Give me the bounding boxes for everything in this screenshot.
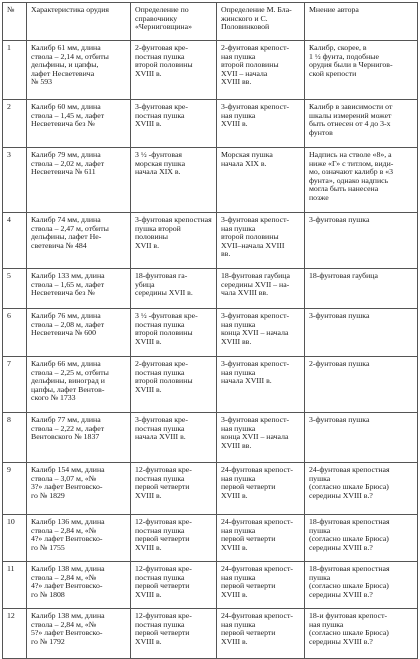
cell-author-opinion: 24-фунтовая крепостная пушка (согласно шкале Брюса) середины XVIII в.? (305, 463, 418, 515)
cell-author-opinion: 2-фунтовая пушка (305, 357, 418, 413)
cell-blazhinsky-polovinkova: 2-фунтовая крепост- ная пушка второй половины XVII – начала XVIII вв. (217, 41, 305, 100)
cell-blazhinsky-polovinkova: Морская пушка начала XIX в. (217, 148, 305, 213)
cell-characteristics: Калибр 136 мм, длина ствола – 2,84 м, «№ 4?» лафет Вентовско- го № 1755 (27, 515, 131, 562)
table-row (3, 609, 418, 659)
header-author-opinion: Мнение автора (305, 3, 418, 41)
cell-chernigovshchina: 12-фунтовая кре- постная пушка первой четверти XVIII в. (131, 609, 217, 659)
table-row (3, 269, 418, 309)
cell-characteristics: Калибр 138 мм, длина ствола – 2,84 м, «№ 5?» лафет Вентовско- го № 1792 (27, 609, 131, 659)
cell-blazhinsky-polovinkova: 24-фунтовая крепост- ная пушка первой четверти XVIII в. (217, 562, 305, 609)
cell-author-opinion: 18-фунтовая крепостная пушка (согласно шкале Брюса) середины XVIII в.? (305, 562, 418, 609)
table-row (3, 148, 418, 213)
table-row (3, 100, 418, 148)
cell-blazhinsky-polovinkova: 3-фунтовая крепост- ная пушка XVIII в. (217, 100, 305, 148)
table-header-row (3, 3, 418, 41)
header-characteristics: Характеристика орудия (27, 3, 131, 41)
cell-characteristics: Калибр 60 мм, длина ствола – 1,45 м, лафет Несветевича без № (27, 100, 131, 148)
cell-blazhinsky-polovinkova: 3-фунтовая крепост- ная пушка второй половины XVII–начала XVIII вв. (217, 213, 305, 269)
table-row (3, 309, 418, 357)
table-row (3, 463, 418, 515)
cell-blazhinsky-polovinkova: 3-фунтовая крепост- ная пушка конца XVII – начала XVIII вв. (217, 309, 305, 357)
cell-author-opinion: Надпись на стволе «8», а ниже «Г» с титлом, види- мо, означают калибр в «3 фунта», однако надпись могла быть нанесена позже (305, 148, 418, 213)
header-number: № (3, 3, 27, 41)
cell-blazhinsky-polovinkova: 24-фунтовая крепост- ная пушка первой четверти XVIII в. (217, 463, 305, 515)
cell-author-opinion: Калибр, скорее, в 1 ½ фунта, подобные орудия были в Чернигов- ской крепости (305, 41, 418, 100)
cell-blazhinsky-polovinkova: 18-фунтовая гаубица середины XVII – на- чала XVIII вв. (217, 269, 305, 309)
cell-author-opinion: 3-фунтовая пушка (305, 309, 418, 357)
row-number: 11 (3, 562, 27, 609)
row-number: 12 (3, 609, 27, 659)
cell-chernigovshchina: 12-фунтовая кре- постная пушка первой четверти XVIII в. (131, 515, 217, 562)
cell-blazhinsky-polovinkova: 3-фунтовая крепост- ная пушка начала XVIII в. (217, 357, 305, 413)
cell-chernigovshchina: 12-фунтовая кре- постная пушка первой четверти XVIII в. (131, 562, 217, 609)
row-number: 7 (3, 357, 27, 413)
cell-chernigovshchina: 3-фунтовая крепостная пушка второй половины XVII в. (131, 213, 217, 269)
row-number: 1 (3, 41, 27, 100)
cell-characteristics: Калибр 77 мм, длина ствола – 2,22 м, лафет Вентовского № 1837 (27, 413, 131, 463)
cell-characteristics: Калибр 74 мм, длина ствола – 2,47 м, отбиты дельфины, лафет Не- светевича № 484 (27, 213, 131, 269)
cell-characteristics: Калибр 66 мм, длина ствола – 2,25 м, отбиты дельфины, виноград и цапфы, лафет Вентов- ского № 1733 (27, 357, 131, 413)
row-number: 2 (3, 100, 27, 148)
cell-chernigovshchina: 12-фунтовая кре- постная пушка первой четверти XVIII в. (131, 463, 217, 515)
header-blazhinsky-polovinkova: Определение М. Бла- жинского и С. Половинковой (217, 3, 305, 41)
row-number: 8 (3, 413, 27, 463)
cell-characteristics: Калибр 154 мм, длина ствола – 3,07 м, «№ 3?» лафет Вентовско- го № 1829 (27, 463, 131, 515)
cannon-comparison-table (2, 2, 418, 659)
cell-characteristics: Калибр 61 мм, длина ствола – 2,14 м, отбиты дельфины, и цапфы, лафет Несветевича № 593 (27, 41, 131, 100)
cell-chernigovshchina: 3-фунтовая кре- постная пушка начала XVIII в. (131, 413, 217, 463)
row-number: 4 (3, 213, 27, 269)
cell-chernigovshchina: 18-фунтовая га- убица середины XVII в. (131, 269, 217, 309)
row-number: 9 (3, 463, 27, 515)
cell-blazhinsky-polovinkova: 24-фунтовая крепост- ная пушка первой четверти XVIII в. (217, 609, 305, 659)
table-row (3, 213, 418, 269)
table-row (3, 357, 418, 413)
table-row (3, 413, 418, 463)
cell-characteristics: Калибр 133 мм, длина ствола – 1,65 м, лафет Несветевича без № (27, 269, 131, 309)
cell-author-opinion: Калибр в зависимости от шкалы измерений может быть отнесен от 4 до 3-х фунтов (305, 100, 418, 148)
cell-author-opinion: 18-фунтовая крепостная пушка (согласно шкале Брюса) середины XVIII в.? (305, 515, 418, 562)
cell-characteristics: Калибр 76 мм, длина ствола – 2,08 м, лафет Несветевича № 600 (27, 309, 131, 357)
row-number: 5 (3, 269, 27, 309)
cell-author-opinion: 18-и фунтовая крепост- ная пушка (согласно шкале Брюса) середины XVIII в.? (305, 609, 418, 659)
table-row (3, 41, 418, 100)
cell-blazhinsky-polovinkova: 3-фунтовая крепост- ная пушка конца XVII – начала XVIII вв. (217, 413, 305, 463)
cell-author-opinion: 3-фунтовая пушка (305, 413, 418, 463)
cell-chernigovshchina: 2-фунтовая кре- постная пушка второй половины XVIII в. (131, 357, 217, 413)
cell-chernigovshchina: 3 ½ -фунтовая кре- постная пушка второй половины XVIII в. (131, 309, 217, 357)
cell-author-opinion: 18-фунтовая гаубица (305, 269, 418, 309)
table-row (3, 515, 418, 562)
cell-characteristics: Калибр 79 мм, длина ствола – 2,02 м, лафет Несветевича № 611 (27, 148, 131, 213)
row-number: 6 (3, 309, 27, 357)
table-row (3, 562, 418, 609)
cell-chernigovshchina: 3-фунтовая кре- постная пушка XVIII в. (131, 100, 217, 148)
cell-author-opinion: 3-фунтовая пушка (305, 213, 418, 269)
cell-chernigovshchina: 3 ½ -фунтовая морская пушка начала XIX в. (131, 148, 217, 213)
cell-characteristics: Калибр 138 мм, длина ствола – 2,84 м, «№ 4?» лафет Вентовско- го № 1808 (27, 562, 131, 609)
cell-chernigovshchina: 2-фунтовая кре- постная пушка второй половины XVIII в. (131, 41, 217, 100)
row-number: 10 (3, 515, 27, 562)
cell-blazhinsky-polovinkova: 24-фунтовая крепост- ная пушка первой четверти XVIII в. (217, 515, 305, 562)
row-number: 3 (3, 148, 27, 213)
header-chernigovshchina: Определение по справочнику «Черниговщина» (131, 3, 217, 41)
